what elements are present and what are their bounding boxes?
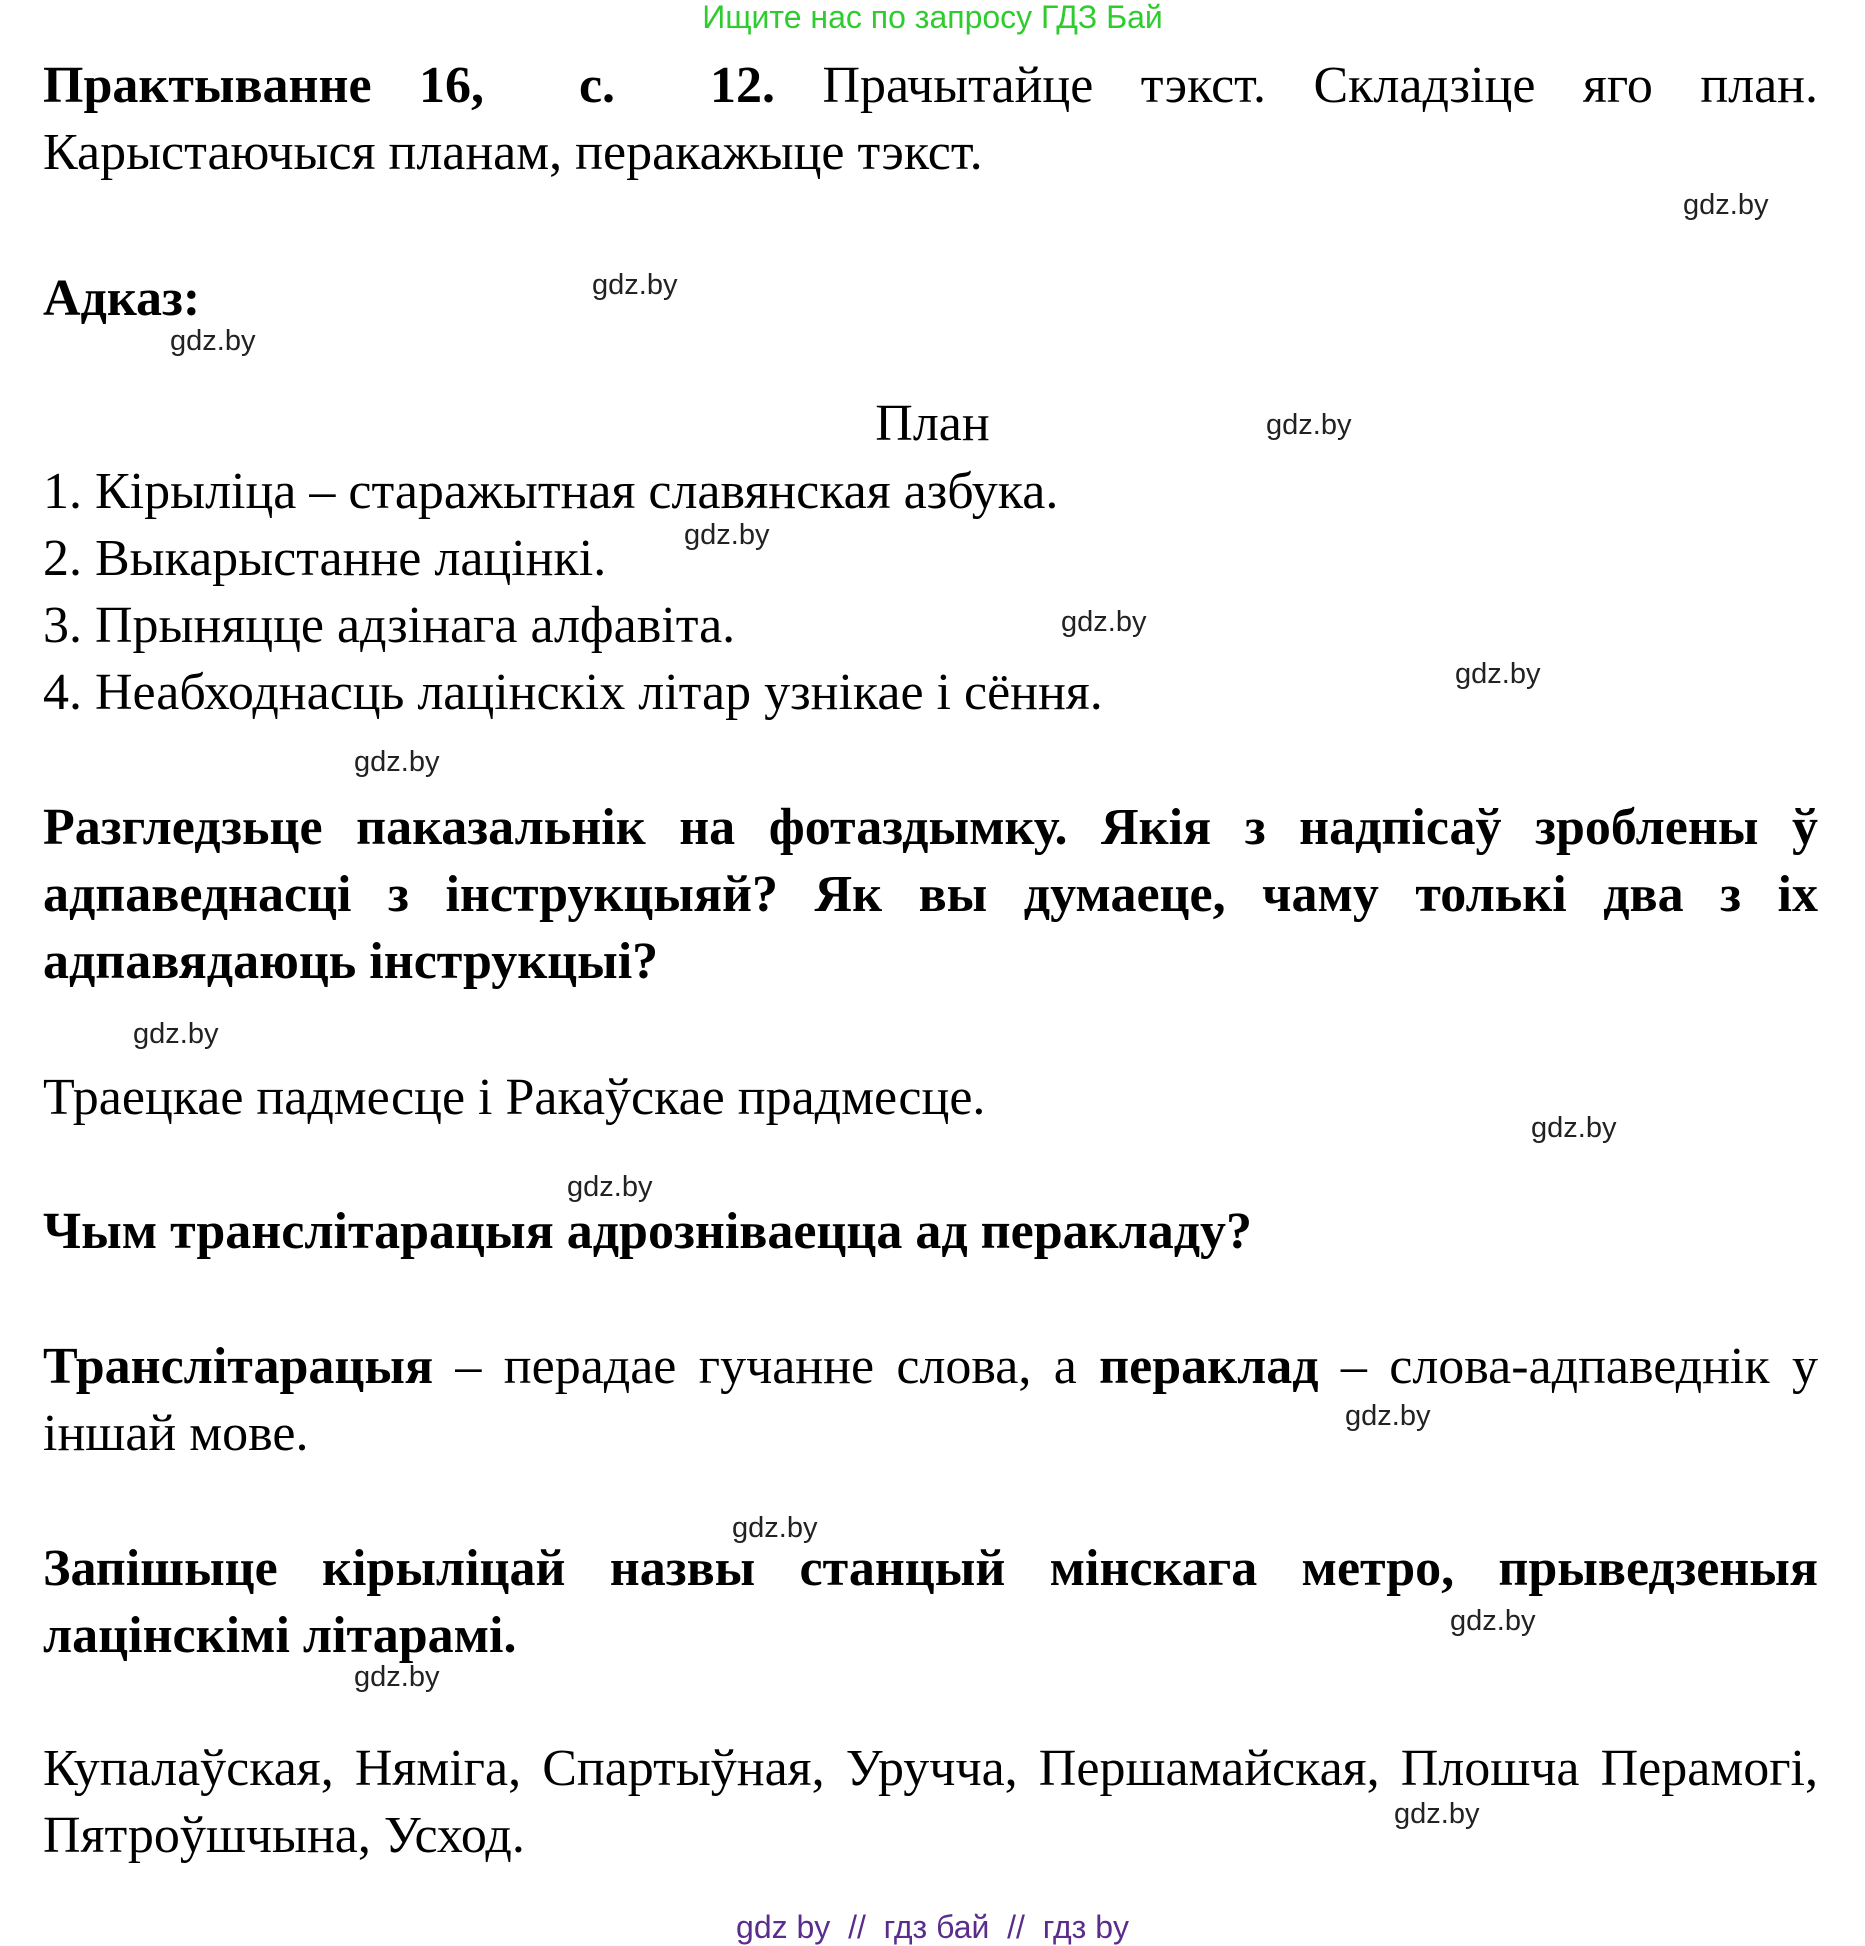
plan-list xyxy=(43,458,1103,726)
answer-label: Адказ: xyxy=(43,270,201,327)
question-2: Чым транслітарацыя адрозніваецца ад перакладу? xyxy=(43,1203,1253,1260)
task-heading xyxy=(43,52,1818,186)
plan-item: 3. Прыняцце адзінага алфавіта. xyxy=(43,597,736,654)
watermark: gdz.by xyxy=(1531,1112,1617,1144)
watermark: gdz.by xyxy=(1061,606,1147,638)
answer-2-part1: – перадае гучанне слова, а xyxy=(433,1338,1100,1395)
watermark: gdz.by xyxy=(354,746,440,778)
plan-item: 1. Кірыліца – старажытная славянская азбука. xyxy=(43,463,1059,520)
plan-item: 2. Выкарыстанне лацінкі. xyxy=(43,530,607,587)
watermark: gdz.by xyxy=(1266,409,1352,441)
watermark: gdz.by xyxy=(567,1171,653,1203)
question-1: Разгледзьце паказальнік на фотаздымку. Якія з надпісаў зроблены ў адпаведнасці з інструкцыяй? Як вы думаеце, чаму толькі два з іх адпавядаюць інструкцыі? xyxy=(43,799,1818,990)
watermark: gdz.by xyxy=(592,269,678,301)
watermark: gdz.by xyxy=(133,1018,219,1050)
watermark: gdz.by xyxy=(1450,1605,1536,1637)
search-banner: Ищите нас по запросу ГДЗ Бай xyxy=(702,0,1163,35)
watermark: gdz.by xyxy=(684,519,770,551)
watermark: gdz.by xyxy=(1394,1798,1480,1830)
answer-2 xyxy=(43,1333,1818,1467)
watermark: gdz.by xyxy=(1345,1400,1431,1432)
watermark: gdz.by xyxy=(170,325,256,357)
term-transliteration: Транслітарацыя xyxy=(43,1338,434,1395)
question-3: Запішыце кірыліцай назвы станцый мінскага метро, прыведзеныя лацінскімі літарамі. xyxy=(43,1540,1818,1664)
answer-3: Купалаўская, Няміга, Спартыўная, Уручча, Першамайская, Плошча Перамогі, Пятроўшчына, Усход. xyxy=(43,1740,1818,1864)
watermark: gdz.by xyxy=(354,1661,440,1693)
watermark: gdz.by xyxy=(1455,658,1541,690)
footer-links: gdz by // гдз бай // гдз by xyxy=(736,1909,1129,1945)
task-label: Практыванне 16, с. 12. xyxy=(43,57,776,114)
answer-1: Траецкае падмесце і Ракаўскае прадмесце. xyxy=(43,1069,986,1126)
task-text: Прачытайце тэкст. Складзіце яго план. Карыстаючыся планам, перакажыце тэкст. xyxy=(43,57,1819,181)
watermark: gdz.by xyxy=(732,1512,818,1544)
plan-item: 4. Неабходнасць лацінскіх літар узнікае і сёння. xyxy=(43,664,1103,721)
watermark: gdz.by xyxy=(1683,189,1769,221)
plan-title: План xyxy=(875,395,990,452)
answer-2-part2: – слова-адпаведнік у іншай мове. xyxy=(43,1338,1818,1462)
term-translation: пераклад xyxy=(1099,1338,1319,1395)
